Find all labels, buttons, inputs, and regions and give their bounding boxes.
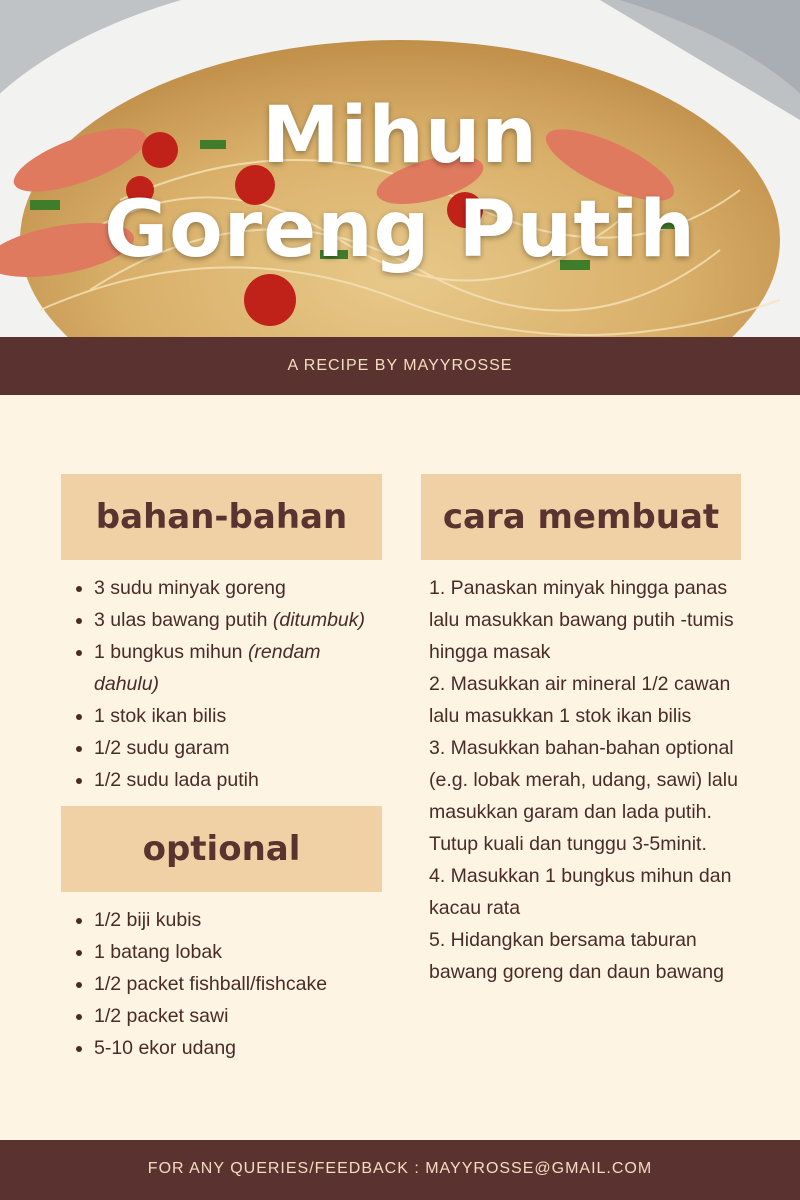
step-text: 1. Panaskan minyak hingga panas lalu masukkan bawang putih -tumis hingga masak: [429, 577, 734, 663]
list-item: • 1/2 packet sawi: [94, 1000, 382, 1032]
list-item: • 1/2 sudu lada putih: [94, 764, 382, 796]
list-item: • 1/2 packet fishball/fishcake: [94, 968, 382, 1000]
ingredients-column: [61, 474, 382, 1064]
hero-section: [0, 0, 800, 337]
method-column: [421, 474, 741, 988]
list-item: • 3 ulas bawang putih (ditumbuk): [94, 604, 382, 636]
optional-list: [61, 904, 382, 1064]
step-text: 5. Hidangkan bersama taburan bawang goreng dan daun bawang: [429, 929, 724, 983]
list-item: • 5-10 ekor udang: [94, 1032, 382, 1064]
list-item: • 1 stok ikan bilis: [94, 700, 382, 732]
optional-heading: optional: [61, 806, 382, 892]
contact-footer: FOR ANY QUERIES/FEEDBACK : MAYYROSSE@GMAIL.COM: [0, 1140, 800, 1200]
ingredients-list: [61, 572, 382, 796]
recipe-title-line1: Mihun: [262, 91, 538, 181]
recipe-title-line2: Goreng Putih: [104, 185, 696, 275]
step-text: 2. Masukkan air mineral 1/2 cawan lalu masukkan 1 stok ikan bilis: [429, 673, 731, 727]
list-item: • 1 batang lobak: [94, 936, 382, 968]
list-item: • 3 sudu minyak goreng: [94, 572, 382, 604]
list-item: • 1/2 sudu garam: [94, 732, 382, 764]
step-text: 3. Masukkan bahan-bahan optional (e.g. lobak merah, udang, sawi) lalu masukkan garam dan lada putih. Tutup kuali dan tunggu 3-5minit.: [429, 737, 738, 855]
author-byline: A RECIPE BY MAYYROSSE: [0, 337, 800, 395]
list-item: • 1/2 biji kubis: [94, 904, 382, 936]
ingredients-heading: bahan-bahan: [61, 474, 382, 560]
method-steps: [429, 572, 741, 988]
step-text: 4. Masukkan 1 bungkus mihun dan kacau rata: [429, 865, 732, 919]
method-heading: cara membuat: [421, 474, 741, 560]
list-item: • 1 bungkus mihun (rendam dahulu): [94, 636, 382, 700]
